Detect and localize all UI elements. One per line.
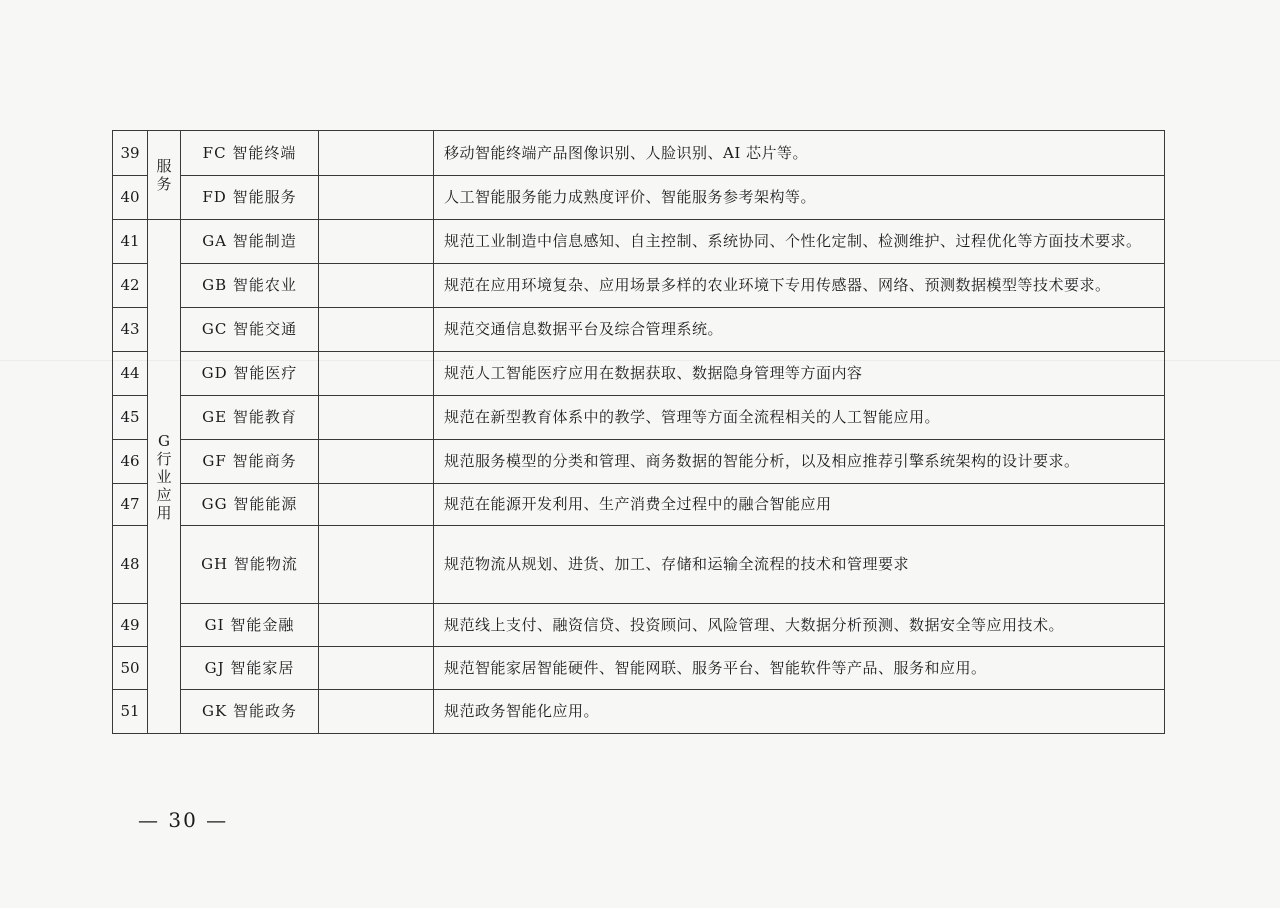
table-row <box>113 176 1165 220</box>
table-row <box>113 690 1165 734</box>
row-number: 40 <box>113 176 148 220</box>
standard-description: 规范智能家居智能硬件、智能网联、服务平台、智能软件等产品、服务和应用。 <box>434 647 1165 690</box>
blank-cell <box>319 352 434 396</box>
table-row <box>113 396 1165 440</box>
table-row <box>113 308 1165 352</box>
blank-cell <box>319 308 434 352</box>
table-row <box>113 131 1165 176</box>
standard-description: 规范人工智能医疗应用在数据获取、数据隐身管理等方面内容 <box>434 352 1165 396</box>
standard-code: FC 智能终端 <box>181 131 319 176</box>
table-row <box>113 647 1165 690</box>
category-cell-industry <box>148 220 181 734</box>
standard-code: GG 智能能源 <box>181 484 319 526</box>
category-cell-service <box>148 131 181 220</box>
row-number: 51 <box>113 690 148 734</box>
standard-description: 规范工业制造中信息感知、自主控制、系统协同、个性化定制、检测维护、过程优化等方面技术要求。 <box>434 220 1165 264</box>
row-number: 50 <box>113 647 148 690</box>
row-number: 49 <box>113 604 148 647</box>
blank-cell <box>319 176 434 220</box>
row-number: 45 <box>113 396 148 440</box>
standard-description: 移动智能终端产品图像识别、人脸识别、AI 芯片等。 <box>434 131 1165 176</box>
standard-description: 规范在新型教育体系中的教学、管理等方面全流程相关的人工智能应用。 <box>434 396 1165 440</box>
blank-cell <box>319 440 434 484</box>
table-row <box>113 440 1165 484</box>
standard-code: GJ 智能家居 <box>181 647 319 690</box>
row-number: 46 <box>113 440 148 484</box>
standard-description: 规范交通信息数据平台及综合管理系统。 <box>434 308 1165 352</box>
blank-cell <box>319 220 434 264</box>
standard-code: GB 智能农业 <box>181 264 319 308</box>
blank-cell <box>319 484 434 526</box>
blank-cell <box>319 647 434 690</box>
blank-cell <box>319 604 434 647</box>
table-row <box>113 484 1165 526</box>
table-row <box>113 264 1165 308</box>
standards-table <box>112 130 1165 734</box>
blank-cell <box>319 264 434 308</box>
table-row <box>113 352 1165 396</box>
row-number: 48 <box>113 526 148 604</box>
table-row <box>113 604 1165 647</box>
row-number: 43 <box>113 308 148 352</box>
standard-description: 规范服务模型的分类和管理、商务数据的智能分析，以及相应推荐引擎系统架构的设计要求。 <box>434 440 1165 484</box>
standard-code: GI 智能金融 <box>181 604 319 647</box>
category-label: G行业应用 <box>156 431 172 522</box>
standard-description: 规范物流从规划、进货、加工、存储和运输全流程的技术和管理要求 <box>434 526 1165 604</box>
standard-code: GD 智能医疗 <box>181 352 319 396</box>
standard-code: GA 智能制造 <box>181 220 319 264</box>
standard-code: GE 智能教育 <box>181 396 319 440</box>
table-row <box>113 526 1165 604</box>
row-number: 47 <box>113 484 148 526</box>
row-number: 42 <box>113 264 148 308</box>
standard-code: GK 智能政务 <box>181 690 319 734</box>
blank-cell <box>319 131 434 176</box>
standard-description: 规范在能源开发利用、生产消费全过程中的融合智能应用 <box>434 484 1165 526</box>
standard-code: GC 智能交通 <box>181 308 319 352</box>
page-number: — 30 — <box>138 808 229 832</box>
row-number: 44 <box>113 352 148 396</box>
row-number: 39 <box>113 131 148 176</box>
row-number: 41 <box>113 220 148 264</box>
standard-description: 规范在应用环境复杂、应用场景多样的农业环境下专用传感器、网络、预测数据模型等技术要求。 <box>434 264 1165 308</box>
standard-code: GF 智能商务 <box>181 440 319 484</box>
standard-code: FD 智能服务 <box>181 176 319 220</box>
standard-description: 规范线上支付、融资信贷、投资顾问、风险管理、大数据分析预测、数据安全等应用技术。 <box>434 604 1165 647</box>
standard-description: 规范政务智能化应用。 <box>434 690 1165 734</box>
blank-cell <box>319 526 434 604</box>
standard-description: 人工智能服务能力成熟度评价、智能服务参考架构等。 <box>434 176 1165 220</box>
standard-code: GH 智能物流 <box>181 526 319 604</box>
table-row <box>113 220 1165 264</box>
blank-cell <box>319 396 434 440</box>
category-label: 服务 <box>156 157 172 193</box>
blank-cell <box>319 690 434 734</box>
